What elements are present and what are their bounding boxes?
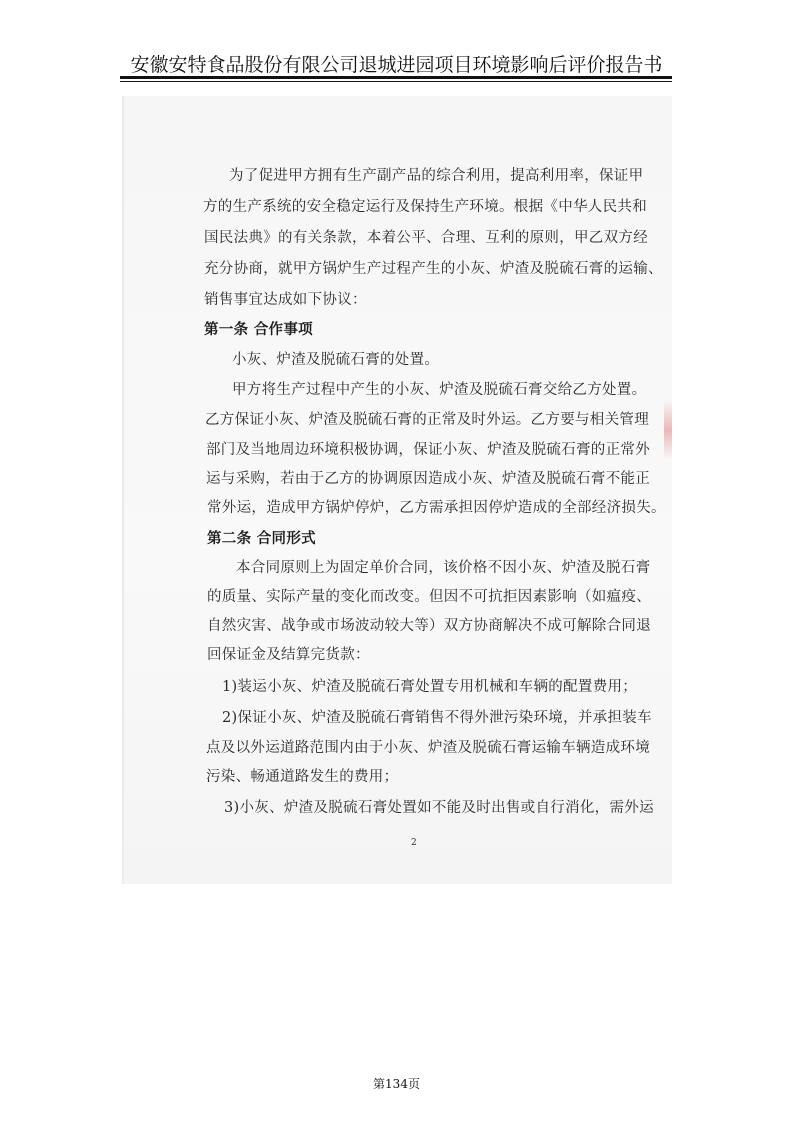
report-title: 安徽安特食品股份有限公司退城进园项目环境影响后评价报告书 [130,54,663,76]
scan-edge [122,96,125,884]
paragraph-line: 国民法典》的有关条款，本着公平、合理、互利的原则，甲乙双方经 [204,230,648,246]
paragraph-line: 本合同原则上为固定单价合同，该价格不因小灰、炉渣及脱石膏 [236,560,651,576]
list-item: 2)保证小灰、炉渣及脱硫石膏销售不得外泄污染环境，并承担装车 [222,710,652,726]
header-rule-thin [120,81,672,82]
section-heading: 第二条 合同形式 [207,531,316,547]
paragraph-line: 常外运，造成甲方锅炉停炉，乙方需承担因停炉造成的全部经济损失。 [207,500,666,516]
paragraph-line: 运与采购，若由于乙方的协调原因造成小灰、炉渣及脱硫石膏不能正 [206,471,650,487]
header-rule [120,76,672,79]
paragraph-line: 销售事宜达成如下协议： [204,292,367,308]
paragraph-line: 部门及当地周边环境积极协调，保证小灰、炉渣及脱硫石膏的正常外 [206,442,650,458]
section-heading: 第一条 合作事项 [204,322,313,338]
stamp-fragment [664,400,672,460]
list-item: 1)装运小灰、炉渣及脱硫石膏处置专用机械和车辆的配置费用； [222,679,638,695]
paragraph-line: 回保证金及结算完货款： [207,647,370,663]
paragraph-line: 小灰、炉渣及脱硫石膏的处置。 [232,352,440,368]
scan-page-number: 2 [411,838,417,848]
paragraph-line: 的质量、实际产量的变化而改变。但因不可抗拒因素影响（如瘟疫、 [207,589,651,605]
paragraph-line: 甲方将生产过程中产生的小灰、炉渣及脱硫石膏交给乙方处置。 [232,382,647,398]
paragraph-line: 污染、畅通道路发生的费用； [206,769,399,785]
page-number: 第134页 [373,1077,420,1091]
paragraph-line: 自然灾害、战争或市场波动较大等）双方协商解决不成可解除合同退 [207,618,651,634]
paragraph-line: 为了促进甲方拥有生产副产品的综合利用，提高利用率，保证甲 [229,168,644,184]
paragraph-line: 方的生产系统的安全稳定运行及保持生产环境。根据《中华人民共和 [203,199,647,215]
list-item: 3)小灰、炉渣及脱硫石膏处置如不能及时出售或自行消化，需外运 [224,800,654,816]
paragraph-line: 乙方保证小灰、炉渣及脱硫石膏的正常及时外运。乙方要与相关管理 [205,412,649,428]
paragraph-line: 充分协商，就甲方锅炉生产过程产生的小灰、炉渣及脱硫石膏的运输、 [204,261,663,277]
paragraph-line: 点及以外运道路范围内由于小灰、炉渣及脱硫石膏运输车辆造成环境 [206,740,650,756]
